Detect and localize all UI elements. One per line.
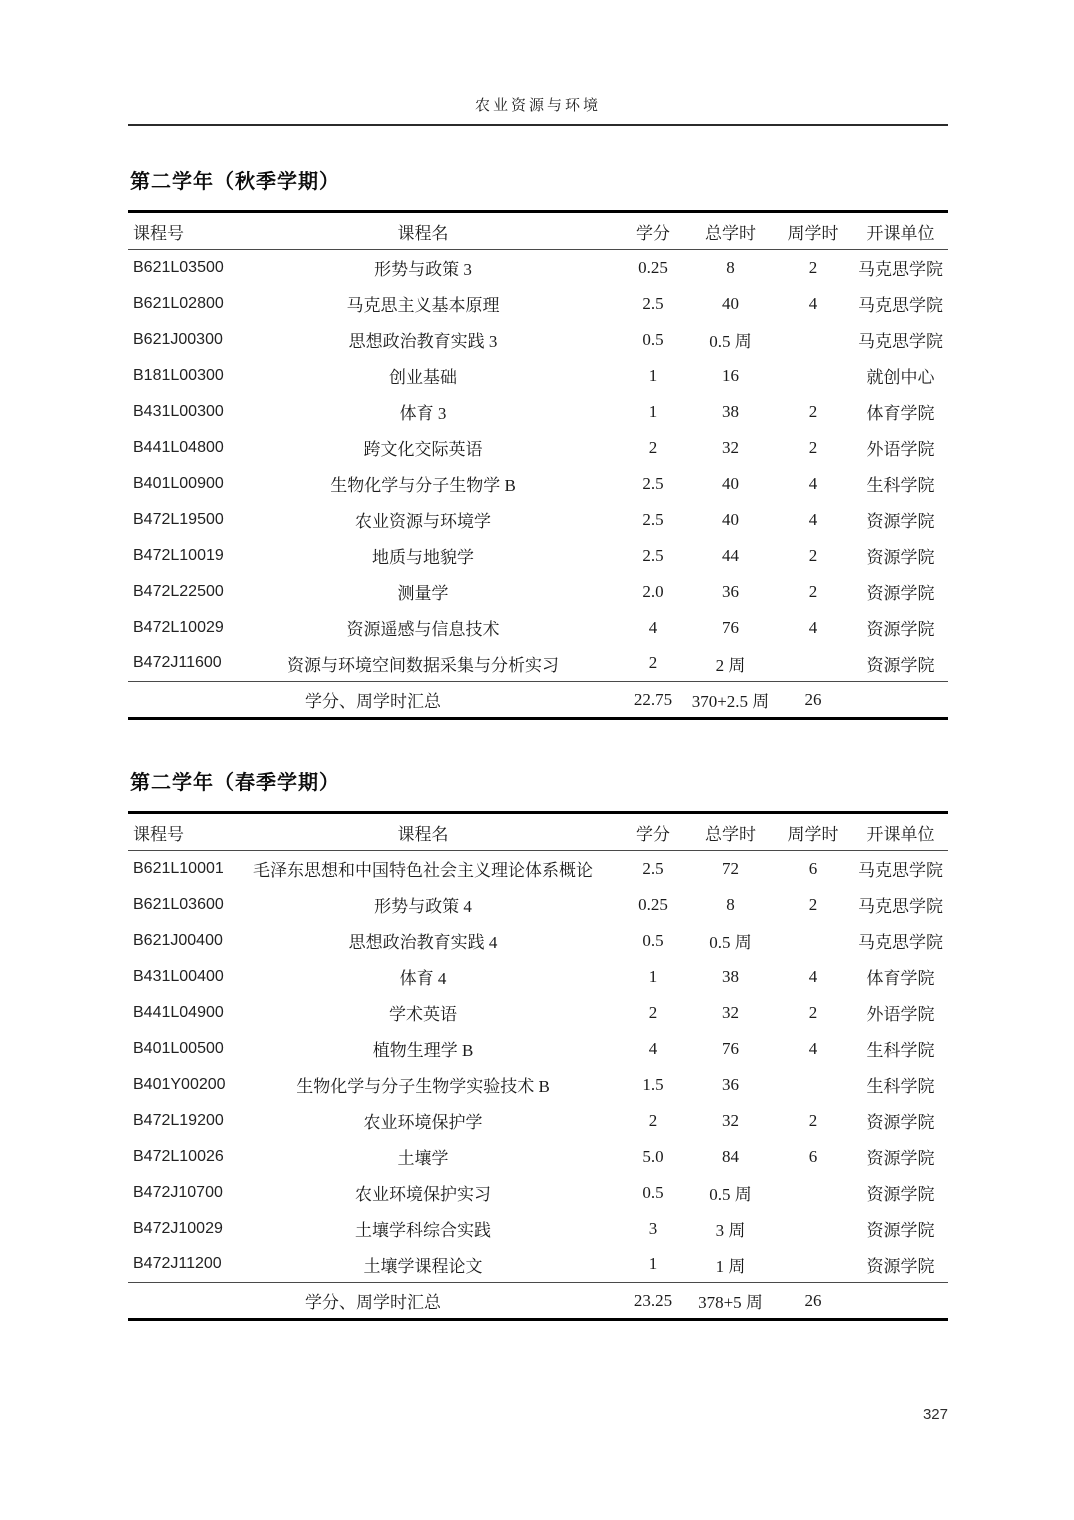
weekly-hours-cell: 6 (808, 1146, 818, 1166)
column-header-weekly-hours: 周学时 (787, 824, 839, 844)
course-name-cell: 农业环境保护实习 (355, 1185, 491, 1204)
course-name-cell: 体育 3 (399, 404, 447, 423)
weekly-hours-cell (773, 1175, 853, 1211)
unit-cell: 外语学院 (866, 1005, 935, 1024)
column-header-course-name: 课程名 (397, 824, 449, 844)
credits-cell: 4 (648, 1038, 658, 1058)
table-row (128, 923, 948, 959)
unit-cell: 生科学院 (866, 1077, 935, 1096)
unit-cell: 马克思学院 (858, 933, 943, 952)
course-code-cell: B472J11200 (133, 1255, 222, 1273)
table-row (128, 851, 948, 887)
total-hours-cell: 8 (726, 894, 735, 914)
unit-cell: 马克思学院 (858, 332, 943, 351)
total-hours-cell: 36 (722, 581, 739, 601)
total-hours-cell: 76 (722, 1038, 739, 1058)
course-name-cell: 生物化学与分子生物学 B (330, 476, 516, 495)
course-name-cell: 思想政治教育实践 3 (348, 332, 498, 351)
summary-credits: 23.25 (633, 1290, 673, 1310)
running-header: 农业资源与环境 (474, 98, 601, 114)
credits-cell: 0.25 (638, 257, 668, 277)
course-code-cell: B472L19500 (133, 510, 224, 528)
weekly-hours-cell (773, 1211, 853, 1247)
unit-cell: 资源学院 (866, 1221, 935, 1240)
credits-cell: 2.5 (642, 509, 664, 529)
course-code-cell: B621J00400 (133, 931, 223, 949)
weekly-hours-cell (773, 1247, 853, 1283)
weekly-hours-cell: 4 (808, 617, 818, 637)
summary-label: 学分、周学时汇总 (305, 692, 441, 711)
table-row (128, 322, 948, 358)
total-hours-cell: 84 (722, 1146, 739, 1166)
column-header-total-hours: 总学时 (705, 223, 756, 243)
header-row (128, 212, 948, 250)
total-hours-cell: 1 周 (715, 1256, 746, 1276)
course-rows-spring (128, 851, 948, 1283)
unit-cell: 资源学院 (866, 1256, 935, 1276)
course-name-cell: 体育 4 (399, 969, 447, 988)
total-hours-cell: 72 (722, 858, 739, 878)
total-hours-cell: 0.5 周 (709, 933, 752, 952)
column-header-unit: 开课单位 (866, 824, 935, 844)
total-hours-cell: 40 (722, 473, 739, 493)
total-hours-cell: 32 (722, 437, 739, 457)
unit-cell: 就创中心 (866, 368, 935, 387)
course-code-cell: B401Y00200 (133, 1075, 226, 1093)
course-code-cell: B472L10029 (133, 618, 224, 636)
weekly-hours-cell (773, 646, 853, 682)
total-hours-cell: 38 (722, 401, 739, 421)
course-code-cell: B621J00300 (133, 330, 223, 348)
course-code-cell: B181L00300 (133, 366, 224, 384)
table-row (128, 887, 948, 923)
course-name-cell: 马克思主义基本原理 (346, 296, 500, 315)
unit-cell: 生科学院 (866, 1041, 935, 1060)
section-title-spring: 第二学年（春季学期） (130, 772, 340, 794)
credits-cell: 0.5 (642, 329, 664, 349)
weekly-hours-cell: 4 (808, 509, 818, 529)
summary-unit (853, 682, 948, 719)
credits-cell: 2.5 (642, 545, 664, 565)
column-header-weekly-hours: 周学时 (787, 223, 839, 243)
table-row (128, 646, 948, 682)
unit-cell: 资源学院 (866, 620, 935, 639)
summary-label: 学分、周学时汇总 (305, 1293, 441, 1312)
course-code-cell: B621L03500 (133, 258, 224, 276)
total-hours-cell: 3 周 (715, 1221, 746, 1240)
credits-cell: 2.5 (642, 473, 664, 493)
course-code-cell: B472J11600 (133, 654, 222, 672)
credits-cell: 1 (648, 966, 658, 986)
table-row (128, 1211, 948, 1247)
course-code-cell: B472J10700 (133, 1183, 223, 1201)
weekly-hours-cell: 4 (808, 1038, 818, 1058)
column-header-unit: 开课单位 (866, 223, 935, 243)
credits-cell: 0.5 (642, 930, 664, 950)
course-name-cell: 思想政治教育实践 4 (348, 933, 498, 952)
weekly-hours-cell: 4 (808, 966, 818, 986)
weekly-hours-cell: 2 (808, 401, 818, 421)
summary-weekly-hours: 26 (804, 689, 822, 709)
weekly-hours-cell: 2 (808, 894, 818, 914)
weekly-hours-cell (773, 358, 853, 394)
table-row (128, 394, 948, 430)
total-hours-cell: 44 (722, 545, 739, 565)
course-name-cell: 生物化学与分子生物学实验技术 B (296, 1077, 550, 1096)
summary-row (128, 1283, 948, 1320)
running-header-rule (128, 94, 948, 126)
weekly-hours-cell (773, 1067, 853, 1103)
unit-cell: 马克思学院 (858, 861, 943, 881)
course-code-cell: B401L00500 (133, 1039, 224, 1057)
unit-cell: 马克思学院 (858, 260, 943, 280)
weekly-hours-cell: 2 (808, 545, 818, 565)
summary-weekly-hours: 26 (804, 1290, 822, 1310)
total-hours-cell: 32 (722, 1110, 739, 1130)
credits-cell: 3 (648, 1218, 658, 1238)
course-code-cell: B441L04800 (133, 438, 224, 456)
table-row (128, 538, 948, 574)
weekly-hours-cell: 4 (808, 473, 818, 493)
course-rows-autumn (128, 250, 948, 682)
credits-cell: 1.5 (642, 1074, 664, 1094)
total-hours-cell: 76 (722, 617, 739, 637)
course-name-cell: 农业环境保护学 (363, 1113, 483, 1132)
table-row (128, 959, 948, 995)
course-name-cell: 形势与政策 4 (374, 897, 472, 916)
unit-cell: 资源学院 (866, 655, 935, 675)
weekly-hours-cell: 6 (808, 858, 818, 878)
course-name-cell: 土壤学课程论文 (363, 1256, 483, 1276)
unit-cell: 生科学院 (866, 476, 935, 495)
credits-cell: 2 (648, 1002, 658, 1022)
unit-cell: 体育学院 (866, 969, 935, 988)
table-row (128, 1139, 948, 1175)
course-name-cell: 毛泽东思想和中国特色社会主义理论体系概论 (253, 861, 593, 881)
unit-cell: 资源学院 (866, 1113, 935, 1132)
weekly-hours-cell: 2 (808, 581, 818, 601)
course-code-cell: B401L00900 (133, 474, 224, 492)
weekly-hours-cell (773, 923, 853, 959)
credits-cell: 1 (648, 401, 658, 421)
header-row (128, 813, 948, 851)
weekly-hours-cell: 4 (808, 293, 818, 313)
unit-cell: 资源学院 (866, 512, 935, 531)
table-row (128, 358, 948, 394)
unit-cell: 资源学院 (866, 1185, 935, 1204)
column-header-course-no: 课程号 (133, 824, 184, 844)
credits-cell: 2.5 (642, 858, 664, 878)
credits-cell: 4 (648, 617, 658, 637)
course-code-cell: B621L03600 (133, 895, 224, 913)
course-code-cell: B472J10029 (133, 1219, 223, 1237)
course-name-cell: 地质与地貌学 (372, 548, 474, 567)
table-row (128, 1031, 948, 1067)
course-code-cell: B621L10001 (133, 859, 224, 877)
column-header-credits: 学分 (636, 223, 670, 243)
course-code-cell: B472L19200 (133, 1111, 224, 1129)
credits-cell: 1 (648, 1254, 658, 1274)
section-autumn-semester (128, 170, 948, 720)
course-code-cell: B472L22500 (133, 582, 224, 600)
column-header-credits: 学分 (636, 824, 670, 844)
course-code-cell: B431L00300 (133, 402, 224, 420)
course-name-cell: 土壤学科综合实践 (355, 1221, 491, 1240)
weekly-hours-cell: 2 (808, 257, 818, 277)
total-hours-cell: 36 (722, 1074, 739, 1094)
unit-cell: 马克思学院 (858, 897, 943, 916)
total-hours-cell: 16 (722, 365, 739, 385)
total-hours-cell: 32 (722, 1002, 739, 1022)
unit-cell: 资源学院 (866, 584, 935, 603)
table-row (128, 610, 948, 646)
course-name-cell: 资源遥感与信息技术 (346, 620, 500, 639)
section-spring-semester (128, 771, 948, 1321)
credits-cell: 5.0 (642, 1146, 664, 1166)
course-name-cell: 资源与环境空间数据采集与分析实习 (287, 655, 559, 675)
unit-cell: 马克思学院 (858, 296, 943, 315)
table-row (128, 430, 948, 466)
credits-cell: 2.5 (642, 293, 664, 313)
table-row (128, 995, 948, 1031)
course-name-cell: 土壤学 (397, 1149, 449, 1168)
weekly-hours-cell (773, 322, 853, 358)
credits-cell: 0.5 (642, 1182, 664, 1202)
course-name-cell: 学术英语 (389, 1005, 457, 1024)
credits-cell: 2.0 (642, 581, 664, 601)
course-code-cell: B441L04900 (133, 1003, 224, 1021)
course-code-cell: B472L10026 (133, 1147, 224, 1165)
unit-cell: 外语学院 (866, 440, 935, 459)
total-hours-cell: 2 周 (715, 655, 746, 675)
course-table-spring (128, 811, 948, 1321)
table-row (128, 250, 948, 286)
total-hours-cell: 0.5 周 (709, 332, 752, 351)
credits-cell: 1 (648, 365, 658, 385)
table-row (128, 1175, 948, 1211)
table-row (128, 502, 948, 538)
page-number: 327 (922, 1406, 948, 1423)
course-code-cell: B472L10019 (133, 546, 224, 564)
total-hours-cell: 40 (722, 293, 739, 313)
course-name-cell: 形势与政策 3 (374, 260, 472, 280)
unit-cell: 体育学院 (866, 404, 935, 423)
course-name-cell: 测量学 (397, 584, 449, 603)
credits-cell: 0.25 (638, 894, 668, 914)
summary-total-hours: 378+5 周 (698, 1293, 763, 1312)
section-title-autumn: 第二学年（秋季学期） (130, 171, 340, 193)
credits-cell: 2 (648, 1110, 658, 1130)
table-row (128, 1247, 948, 1283)
column-header-course-no: 课程号 (133, 223, 184, 243)
summary-credits: 22.75 (633, 689, 673, 709)
total-hours-cell: 0.5 周 (709, 1185, 752, 1204)
credits-cell: 2 (648, 437, 658, 457)
weekly-hours-cell: 2 (808, 437, 818, 457)
summary-unit (853, 1283, 948, 1320)
table-row (128, 1103, 948, 1139)
table-row (128, 466, 948, 502)
total-hours-cell: 40 (722, 509, 739, 529)
weekly-hours-cell: 2 (808, 1110, 818, 1130)
summary-row (128, 682, 948, 719)
course-name-cell: 跨文化交际英语 (363, 440, 483, 459)
table-row (128, 286, 948, 322)
course-code-cell: B621L02800 (133, 294, 224, 312)
column-header-total-hours: 总学时 (705, 824, 756, 844)
table-row (128, 1067, 948, 1103)
unit-cell: 资源学院 (866, 1149, 935, 1168)
course-name-cell: 农业资源与环境学 (355, 512, 491, 531)
credits-cell: 2 (648, 653, 658, 673)
weekly-hours-cell: 2 (808, 1002, 818, 1022)
column-header-course-name: 课程名 (397, 223, 449, 243)
course-code-cell: B431L00400 (133, 967, 224, 985)
course-table-autumn (128, 210, 948, 720)
unit-cell: 资源学院 (866, 548, 935, 567)
table-row (128, 574, 948, 610)
total-hours-cell: 38 (722, 966, 739, 986)
course-name-cell: 创业基础 (389, 368, 457, 387)
total-hours-cell: 8 (726, 257, 735, 277)
summary-total-hours: 370+2.5 周 (691, 692, 770, 711)
course-name-cell: 植物生理学 B (372, 1041, 474, 1060)
